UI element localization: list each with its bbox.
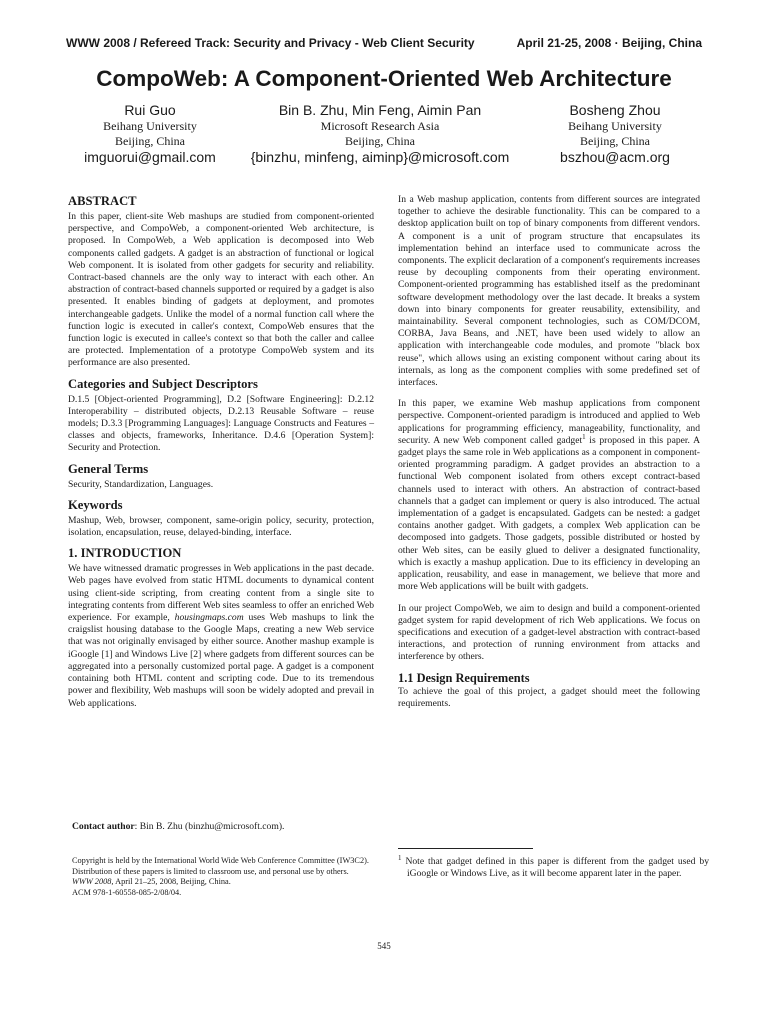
footnote-rule	[398, 848, 533, 849]
conference-line	[72, 877, 370, 888]
general-terms-heading: General Terms	[68, 461, 149, 476]
header-date: April 21-25, 2008 · Beijing, China	[516, 36, 702, 50]
author-affiliation: Beihang University	[568, 119, 662, 133]
categories-heading: Categories and Subject Descriptors	[68, 376, 258, 391]
right-column	[398, 194, 700, 710]
footnote-mark: 1	[398, 853, 402, 862]
footnote-ref: 1	[582, 432, 586, 441]
author-location: Beijing, China	[115, 134, 185, 148]
author-block	[60, 101, 710, 171]
contact-label: Contact author	[72, 821, 135, 832]
author-name: Bin B. Zhu, Min Feng, Aimin Pan	[278, 102, 482, 118]
author-email: {binzhu, minfeng, aiminp}@microsoft.com	[250, 149, 510, 165]
conference-date: April 21–25, 2008, Beijing, China.	[113, 877, 231, 887]
footnote-text: Note that gadget defined in this paper is different from the gadget used by iGoogle or Windows Live, as it will become apparent later in the paper.	[401, 856, 709, 880]
keywords-text: Mashup, Web, browser, component, same-origin policy, security, protection, isolation, encapsulation, reuse, delayed-binding, interface.	[68, 514, 374, 539]
introduction-text	[68, 563, 374, 709]
conference-name: WWW 2008,	[72, 877, 114, 887]
intro-text-before: We have witnessed dramatic progresses in Web applications in the past decade. Web pages have evolved from static HTML documents to dynamical content using client-side scripting, from creating content from a single site to integrating contents from different Web sites seamless to offer an enriched Web experience. For example,	[68, 563, 374, 624]
author-1	[60, 101, 240, 166]
paper-title: CompoWeb: A Component-Oriented Web Architecture	[96, 66, 672, 91]
running-header	[66, 36, 702, 50]
introduction-heading: 1. INTRODUCTION	[68, 546, 182, 561]
keywords-heading: Keywords	[68, 497, 123, 512]
copyright-notice: Copyright is held by the International World Wide Web Conference Committee (IW3C2). Distribution of these papers is limited to classroom use, and personal use by others.	[72, 856, 369, 876]
categories-text: D.1.5 [Object-oriented Programming], D.2 [Software Engineering]: D.2.12 Interoperability – distributed objects, D.2.13 Reusable Software – reuse models; D.3.3 [Programming Languages]: Language Constructs and Features – classes and objects, frameworks, Inheritance. D.4.6 [Operation System]: Security and Protection.	[68, 393, 374, 454]
body-paragraph-3: In our project CompoWeb, we aim to design and build a component-oriented gadget system for rapid development of rich Web applications. We focus on specifications and execution of a gadget-level abstraction with contract-based interactions, and protection of running environment from attacks and interference by others.	[398, 602, 700, 663]
author-affiliation: Beihang University	[103, 119, 197, 133]
page-number: 545	[377, 941, 391, 951]
author-location: Beijing, China	[345, 134, 415, 148]
left-column	[68, 194, 374, 710]
body-paragraph-1: In a Web mashup application, contents from different sources are integrated together to achieve the desirable functionality. This can be compared to a desktop application built on top of binary components from different vendors. A component is a unit of program structure that encapsulates its implementation behind an interface used to communicate across the components. The explicit declaration of a component's requirements increases reuse by decoupling components from their operating environment. Component-oriented programming has established itself as the predominant software development methodology over the last decade. It breaks a system down into binary components for greater reusability, extensibility, and maintainability. Several component technologies, such as COM/DCOM, CORBA, Java Beans, and .NET, have been used widely to allow an application with interchangeable code modules, and promote "black box reuse", which allows using an existing component without caring about its internals, as long as the component complies with some predefined set of interfaces.	[398, 194, 700, 389]
header-track: WWW 2008 / Refereed Track: Security and Privacy - Web Client Security	[66, 36, 475, 50]
general-terms-text: Security, Standardization, Languages.	[68, 478, 214, 490]
intro-text-after: uses Web mashups to link the craigslist housing database to the Google Maps, creating a new Web service that was not originally envisaged by either source. Another mashup example is iGoogle [1] and Windows Live [2] where gadgets from different sources can be aggregated into a personally customized portal page. A gadget is a component containing both HTML content and scripting code. Due to its tremendous power and flexibility, Web mashups will soon be widely adopted and prevail in Web applications.	[68, 612, 374, 709]
abstract-heading: ABSTRACT	[68, 194, 137, 208]
footnote	[398, 853, 709, 880]
abstract-text: In this paper, client-site Web mashups are studied from component-oriented perspective, and CompoWeb, a component-oriented Web architecture, is proposed. In CompoWeb, a Web application is decomposed into Web components called gadgets. A gadget is an abstraction of functional or logical Web component. It is isolated from other gadgets for security and reliability. Contract-based channels are the only way to interact with each other. An abstraction of contract-based channels supported or required by a gadget is also presented. It enables binding of gadgets at deployment, and promotes interchangeable gadgets. Unlike the model of a normal function call where the function logic is executed in caller's context, CompoWeb ensures that the function logic is executed in callee's context so that both the caller and callee are protected. Implementation of a prototype CompoWeb system and its performance are also presented.	[68, 211, 374, 369]
body-paragraph-4: To achieve the goal of this project, a gadget should meet the following requirements.	[398, 685, 700, 709]
p2-before: In this paper, we examine Web mashup applications from component perspective. Component-oriented paradigm is introduced and applied to Web applications for programming efficiency, manageability, functionality, and security. A new Web component called gadget	[398, 398, 700, 446]
intro-italic-site: housingmaps.com	[174, 612, 244, 624]
contact-value: : Bin B. Zhu (binzhu@microsoft.com).	[134, 821, 285, 832]
author-name: Rui Guo	[124, 102, 176, 118]
author-affiliation: Microsoft Research Asia	[320, 119, 440, 133]
author-2	[230, 101, 530, 166]
author-email: imguorui@gmail.com	[84, 149, 216, 165]
contact-author	[72, 821, 284, 832]
author-3	[520, 101, 710, 166]
acm-code: ACM 978-1-60558-085-2/08/04.	[72, 887, 182, 897]
subsection-heading: 1.1 Design Requirements	[398, 670, 530, 685]
author-location: Beijing, China	[580, 134, 650, 148]
copyright-block	[72, 856, 370, 898]
p2-after: is proposed in this paper. A gadget plays the same role in Web applications as a component in component-oriented programming paradigm. A gadget provides an abstraction to a functional Web component isolated from others except contract-based channels used to interact with others. An abstraction of contract-based channels that a gadget can implement or query is also introduced. The actual implementation of a gadget is encapsulated. Gadgets can be nested: a gadget contains another gadget. With gadgets, a complex Web application can be decomposed into gadgets. Those gadgets, possible distributed or hosted by other Web sites, can be easily glued to deliver a designated functionality, which is exactly a mashup application. Due to its efficiency in developing an application, reusability, and ease in management, we believe that more and more Web applications will be built with gadgets.	[398, 434, 700, 593]
author-name: Bosheng Zhou	[569, 102, 661, 118]
body-paragraph-2	[398, 398, 700, 593]
author-email: bszhou@acm.org	[560, 149, 670, 165]
